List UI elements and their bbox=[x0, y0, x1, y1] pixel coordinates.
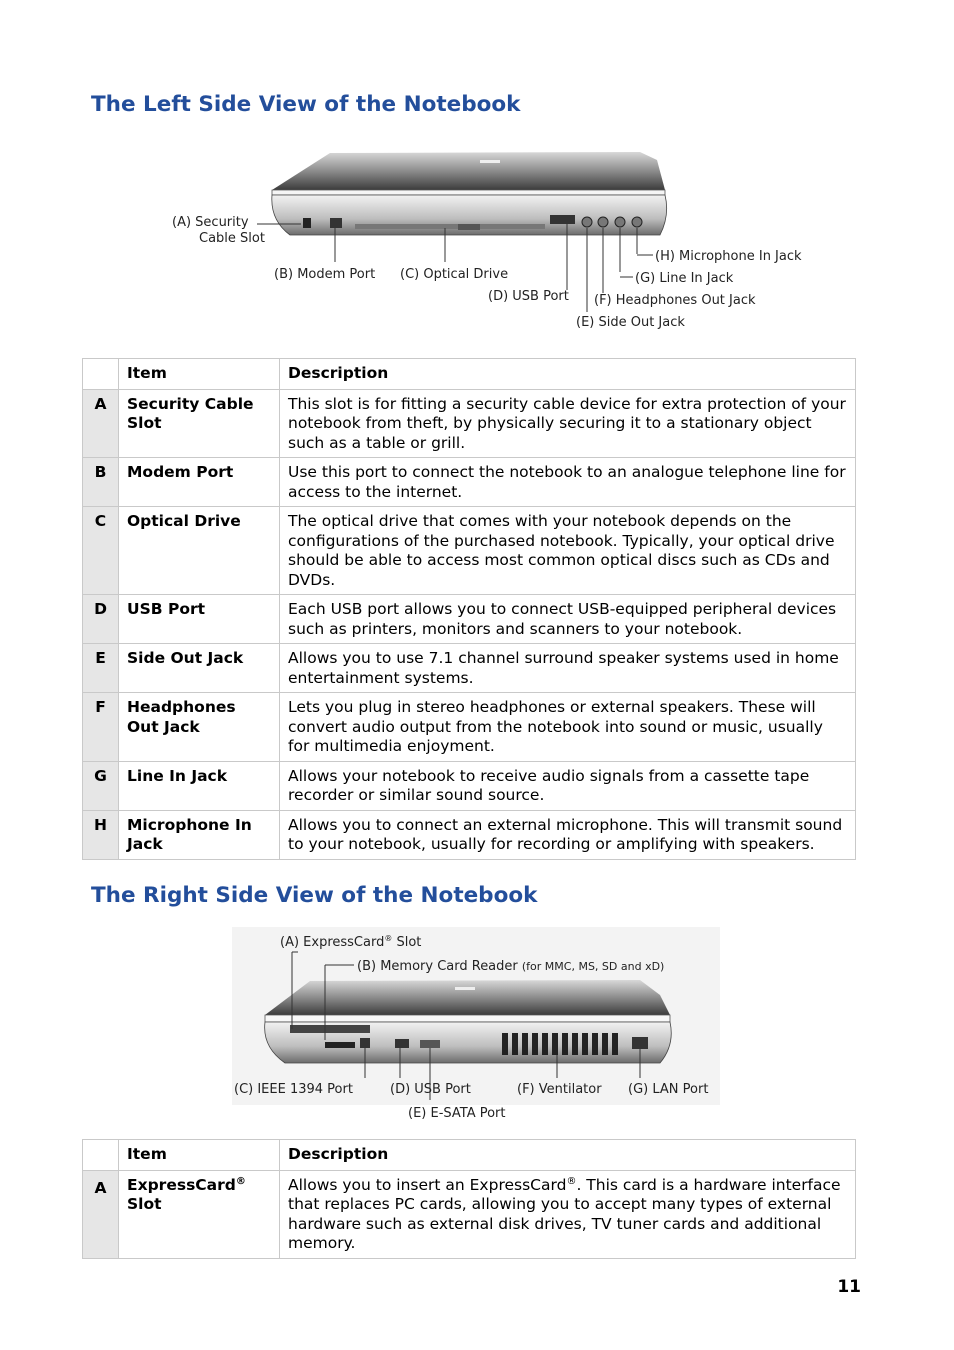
row-item-sup: ® bbox=[235, 1175, 246, 1187]
header-description: Description bbox=[280, 1140, 856, 1171]
header-letter-cell bbox=[83, 359, 119, 390]
table-header-row bbox=[83, 1140, 856, 1171]
row-item-suffix: Slot bbox=[127, 1195, 162, 1213]
left-notebook-illustration bbox=[272, 152, 667, 235]
left-side-title: The Left Side View of the Notebook bbox=[91, 92, 521, 117]
right-notebook-illustration bbox=[265, 980, 672, 1063]
row-description: Allows your notebook to receive audio signals from a cassette tape recorder or similar sound source. bbox=[280, 761, 856, 810]
callout-g: (G) Line In Jack bbox=[635, 271, 734, 286]
callout-a-text: (A) ExpressCard bbox=[280, 935, 385, 950]
row-item: Optical Drive bbox=[119, 507, 280, 595]
row-letter: C bbox=[83, 507, 119, 595]
row-letter: H bbox=[83, 810, 119, 859]
row-item: Microphone In Jack bbox=[119, 810, 280, 859]
callout-a-line1: (A) Security bbox=[172, 215, 249, 230]
row-description: Use this port to connect the notebook to an analogue telephone line for access to the internet. bbox=[280, 458, 856, 507]
row-item: Line In Jack bbox=[119, 761, 280, 810]
row-letter: A bbox=[83, 1170, 119, 1258]
callout-g: (G) LAN Port bbox=[628, 1082, 709, 1097]
right-side-figure bbox=[230, 925, 730, 1125]
row-description-post: . This card is a hardware interface that replaces PC cards, allowing you to accept many types of external hardware such as external disk drives, TV tuner cards and additional memory. bbox=[288, 1175, 841, 1252]
left-side-figure bbox=[160, 140, 840, 340]
table-row bbox=[83, 595, 856, 644]
table-row bbox=[83, 458, 856, 507]
callout-a-sup: ® bbox=[384, 934, 393, 943]
callout-f: (F) Ventilator bbox=[517, 1082, 602, 1097]
row-item: USB Port bbox=[119, 595, 280, 644]
row-letter: E bbox=[83, 644, 119, 693]
header-letter-cell bbox=[83, 1140, 119, 1171]
row-item: Modem Port bbox=[119, 458, 280, 507]
callout-b-text: (B) Memory Card Reader bbox=[357, 959, 522, 974]
callout-e: (E) Side Out Jack bbox=[576, 315, 685, 330]
header-description: Description bbox=[280, 359, 856, 390]
left-side-table bbox=[82, 358, 856, 860]
row-item: Security Cable Slot bbox=[119, 389, 280, 458]
row-description: Lets you plug in stereo headphones or external speakers. These will convert audio output from the notebook into sound or music, usually for multimedia enjoyment. bbox=[280, 693, 856, 762]
callout-e: (E) E-SATA Port bbox=[408, 1106, 506, 1121]
callout-b: (B) Modem Port bbox=[274, 267, 376, 282]
table-row bbox=[83, 389, 856, 458]
header-item: Item bbox=[119, 1140, 280, 1171]
row-letter: G bbox=[83, 761, 119, 810]
callout-f: (F) Headphones Out Jack bbox=[594, 293, 756, 308]
callout-a bbox=[280, 934, 421, 950]
right-side-table bbox=[82, 1139, 856, 1259]
callout-a-suffix: Slot bbox=[392, 935, 422, 950]
row-description: Allows you to connect an external microphone. This will transmit sound to your notebook, usually for recording or amplifying with speakers. bbox=[280, 810, 856, 859]
callout-a-line2: Cable Slot bbox=[199, 231, 265, 246]
row-description: Allows you to use 7.1 channel surround speaker systems used in home entertainment systems. bbox=[280, 644, 856, 693]
row-item bbox=[119, 1170, 280, 1258]
row-item: Side Out Jack bbox=[119, 644, 280, 693]
row-description: The optical drive that comes with your notebook depends on the configurations of the purchased notebook. Typically, your optical drive should be able to access most common optical discs such as CDs and DVDs. bbox=[280, 507, 856, 595]
callout-c: (C) IEEE 1394 Port bbox=[234, 1082, 353, 1097]
right-side-title: The Right Side View of the Notebook bbox=[91, 883, 538, 908]
row-letter: B bbox=[83, 458, 119, 507]
table-row bbox=[83, 810, 856, 859]
callout-d: (D) USB Port bbox=[488, 289, 569, 304]
callout-b-note: (for MMC, MS, SD and xD) bbox=[521, 960, 665, 973]
table-row bbox=[83, 1170, 856, 1258]
row-description bbox=[280, 1170, 856, 1258]
row-item-text: ExpressCard bbox=[127, 1175, 236, 1194]
header-item: Item bbox=[119, 359, 280, 390]
table-row bbox=[83, 761, 856, 810]
row-description-sup: ® bbox=[566, 1175, 577, 1187]
table-row bbox=[83, 693, 856, 762]
row-letter: A bbox=[83, 389, 119, 458]
callout-c: (C) Optical Drive bbox=[400, 267, 509, 282]
row-description-pre: Allows you to insert an ExpressCard bbox=[288, 1175, 567, 1194]
row-letter: D bbox=[83, 595, 119, 644]
callout-b bbox=[357, 959, 664, 974]
callout-d: (D) USB Port bbox=[390, 1082, 471, 1097]
row-description: This slot is for fitting a security cable device for extra protection of your notebook from theft, by physically securing it to a stationary object such as a table or grill. bbox=[280, 389, 856, 458]
row-description: Each USB port allows you to connect USB-equipped peripheral devices such as printers, monitors and scanners to your notebook. bbox=[280, 595, 856, 644]
page-number: 11 bbox=[837, 1277, 861, 1297]
table-row bbox=[83, 507, 856, 595]
table-header-row bbox=[83, 359, 856, 390]
row-letter: F bbox=[83, 693, 119, 762]
table-row bbox=[83, 644, 856, 693]
callout-h: (H) Microphone In Jack bbox=[655, 249, 802, 264]
row-item: Headphones Out Jack bbox=[119, 693, 280, 762]
